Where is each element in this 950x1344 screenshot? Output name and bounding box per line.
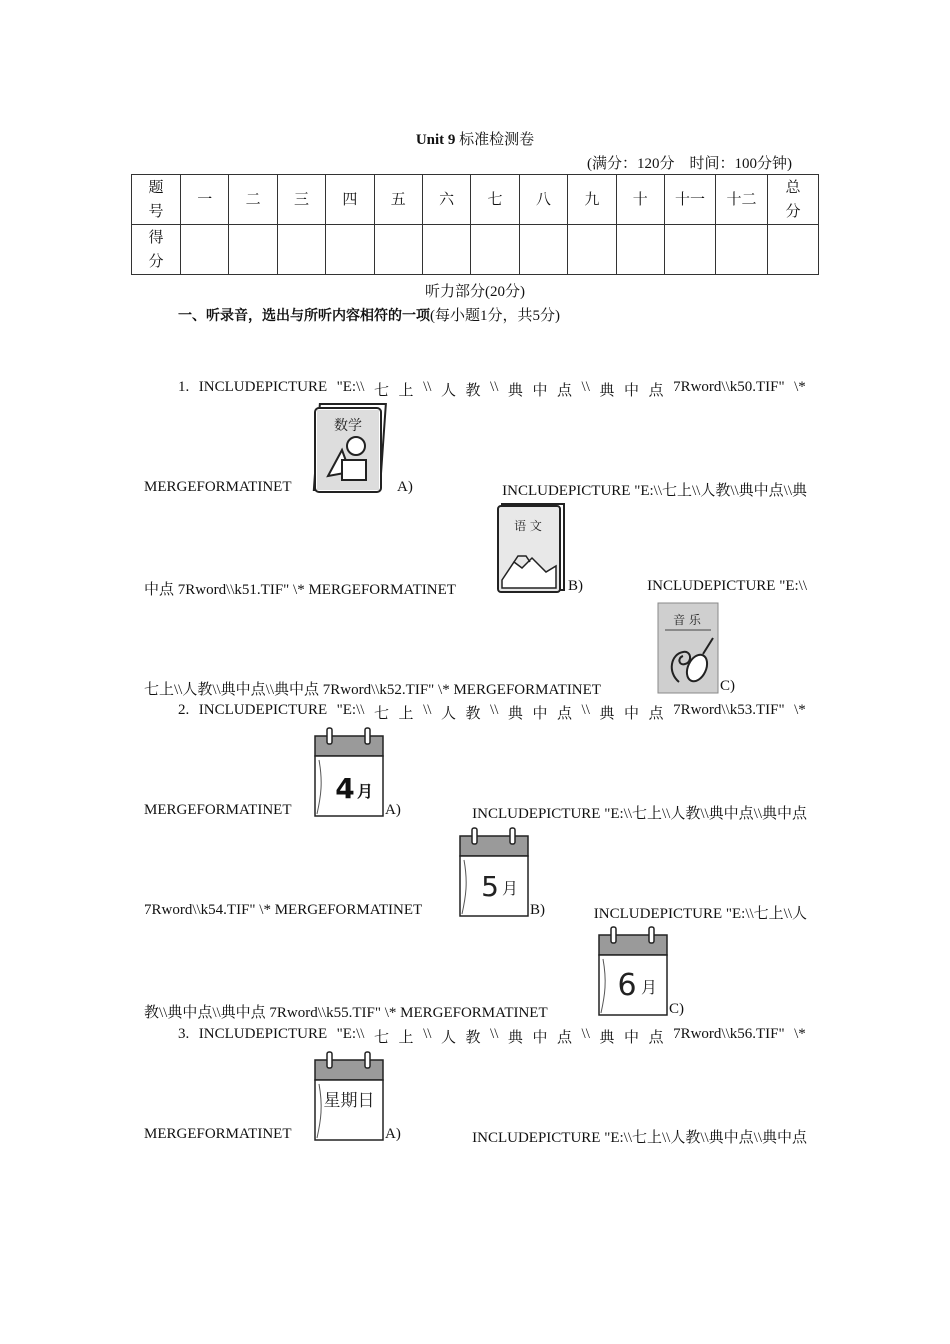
q1-b-pre-2: 中点 7Rword\\k51.TIF" \* MERGEFORMATINET — [144, 582, 456, 598]
q2-b-pre-1: INCLUDEPICTURE "E:\\七上\\人教\\典中点\\典中点 — [472, 806, 807, 822]
q3-token: 中 — [532, 1030, 548, 1046]
q1-token: \\ — [490, 379, 499, 395]
header-label-1: 题 — [148, 179, 164, 196]
q1-token: \* — [794, 379, 806, 395]
june-number: 6 — [617, 968, 637, 1003]
q1-b-option: B) — [568, 578, 583, 594]
q3-token: 人 — [440, 1030, 456, 1046]
score-cell[interactable] — [229, 225, 277, 275]
math-book-image — [312, 402, 390, 494]
q1-b-pre-1: INCLUDEPICTURE "E:\\七上\\人教\\典中点\\典 — [502, 483, 807, 499]
q3-line1 — [178, 1026, 806, 1047]
total-label-1: 总 — [785, 179, 801, 196]
col-10: 十 — [616, 175, 664, 225]
col-12: 十二 — [716, 175, 768, 225]
score-label-1: 得 — [148, 229, 164, 246]
score-cell[interactable] — [277, 225, 325, 275]
q1-c-pre-1: INCLUDEPICTURE "E:\\ — [647, 578, 807, 594]
q3-token: \\ — [581, 1026, 590, 1042]
q3-token: 7Rword\\k56.TIF" — [673, 1026, 785, 1042]
q2-line1 — [178, 702, 806, 723]
score-label-cell — [132, 225, 181, 275]
calendar-june-image — [597, 925, 669, 1017]
q2-token: 中 — [623, 706, 639, 722]
chinese-book-image — [496, 502, 568, 594]
april-unit: 月 — [356, 782, 374, 801]
q3-token: 典 — [599, 1030, 615, 1046]
q3-token: 教 — [465, 1030, 481, 1046]
q1-line1 — [178, 379, 806, 400]
may-unit: 月 — [501, 879, 519, 898]
score-label-2: 分 — [148, 253, 164, 270]
q1-token: 7Rword\\k50.TIF" — [673, 379, 785, 395]
col-5: 五 — [374, 175, 422, 225]
q3-token: 中 — [623, 1030, 639, 1046]
q2-token: \* — [794, 702, 806, 718]
calendar-may-image — [458, 826, 530, 918]
music-book-title: 音 乐 — [673, 613, 701, 627]
col-4: 四 — [326, 175, 374, 225]
q2-token: 点 — [648, 706, 664, 722]
q2-token: 典 — [599, 706, 615, 722]
score-cell[interactable] — [181, 225, 229, 275]
q3-b-pre-1: INCLUDEPICTURE "E:\\七上\\人教\\典中点\\典中点 — [472, 1130, 807, 1146]
q3-token: \\ — [490, 1026, 499, 1042]
title-unit: Unit 9 — [415, 132, 456, 148]
q2-b-pre-2: 7Rword\\k54.TIF" \* MERGEFORMATINET — [144, 902, 423, 918]
q1-a-pre: MERGEFORMATINET — [144, 479, 292, 495]
math-book-title: 数学 — [334, 418, 362, 434]
q3-token: 点 — [557, 1030, 573, 1046]
q1-token: 点 — [557, 383, 573, 399]
col-9: 九 — [568, 175, 616, 225]
q2-token: \\ — [423, 702, 432, 718]
q2-token: 教 — [465, 706, 481, 722]
exam-meta: (满分：120分 时间：100分钟) — [587, 156, 792, 172]
col-3: 三 — [277, 175, 325, 225]
q1-token: 教 — [465, 383, 481, 399]
section-heading: 听力部分(20分) — [425, 284, 525, 300]
sunday-text: 星期日 — [323, 1091, 375, 1111]
header-label-2: 号 — [148, 203, 164, 220]
instruction-bold: 一、听录音，选出与所听内容相符的一项 — [178, 308, 430, 324]
page-title — [0, 128, 950, 149]
q2-token: 上 — [398, 706, 414, 722]
col-6: 六 — [422, 175, 470, 225]
score-cell[interactable] — [471, 225, 519, 275]
q1-token: 七 — [373, 383, 389, 399]
q3-token: INCLUDEPICTURE — [198, 1026, 328, 1042]
chinese-book-title: 语 文 — [514, 519, 542, 533]
q1-token: 典 — [507, 383, 523, 399]
score-table — [131, 174, 819, 275]
header-label-cell — [132, 175, 181, 225]
q3-token: "E:\\ — [336, 1026, 365, 1042]
instruction — [178, 304, 560, 325]
q2-token: 典 — [507, 706, 523, 722]
q2-a-pre: MERGEFORMATINET — [144, 802, 292, 818]
total-label-2: 分 — [785, 203, 801, 220]
q1-token: 中 — [623, 383, 639, 399]
q1-token: 中 — [532, 383, 548, 399]
title-rest: 标准检测卷 — [459, 132, 535, 148]
score-cell[interactable] — [716, 225, 768, 275]
q1-token: 人 — [440, 383, 456, 399]
q1-token: INCLUDEPICTURE — [198, 379, 328, 395]
q2-c-pre-2: 教\\典中点\\典中点 7Rword\\k55.TIF" \* MERGEFORMATINET — [144, 1005, 548, 1021]
q2-token: \\ — [581, 702, 590, 718]
q3-token: 上 — [398, 1030, 414, 1046]
q3-a-option: A) — [385, 1126, 401, 1142]
q2-token: 七 — [373, 706, 389, 722]
q1-c-pre-2: 七上\\人教\\典中点\\典中点 7Rword\\k52.TIF" \* MERGEFORMATINET — [144, 682, 601, 698]
total-label-cell — [768, 175, 819, 225]
q2-token: \\ — [490, 702, 499, 718]
q2-c-pre-1: INCLUDEPICTURE "E:\\七上\\人 — [593, 906, 807, 922]
q3-token: \\ — [423, 1026, 432, 1042]
q1-token: \\ — [423, 379, 432, 395]
q3-token: 点 — [648, 1030, 664, 1046]
q3-a-pre: MERGEFORMATINET — [144, 1126, 292, 1142]
q2-number: 2. — [178, 702, 190, 718]
q1-token: \\ — [581, 379, 590, 395]
q3-token: 典 — [507, 1030, 523, 1046]
q3-token: \* — [794, 1026, 806, 1042]
score-cell[interactable] — [374, 225, 422, 275]
q2-token: 7Rword\\k53.TIF" — [673, 702, 785, 718]
q2-token: 人 — [440, 706, 456, 722]
q1-c-option: C) — [720, 678, 735, 694]
col-11: 十一 — [665, 175, 716, 225]
col-7: 七 — [471, 175, 519, 225]
q2-token: 中 — [532, 706, 548, 722]
score-cell[interactable] — [768, 225, 819, 275]
q1-token: 点 — [648, 383, 664, 399]
music-book-image — [657, 602, 719, 694]
q2-b-option: B) — [530, 902, 545, 918]
q3-token: 七 — [373, 1030, 389, 1046]
score-cell[interactable] — [422, 225, 470, 275]
score-table-score-row — [132, 225, 819, 275]
instruction-rest: (每小题1分，共5分) — [430, 308, 560, 324]
q2-token: INCLUDEPICTURE — [198, 702, 328, 718]
q2-a-option: A) — [385, 802, 401, 818]
col-1: 一 — [181, 175, 229, 225]
q2-token: 点 — [557, 706, 573, 722]
calendar-april-image — [313, 726, 385, 818]
col-8: 八 — [519, 175, 567, 225]
q1-number: 1. — [178, 379, 190, 395]
calendar-sunday-image — [313, 1050, 385, 1142]
q1-token: 上 — [398, 383, 414, 399]
april-number: 4 — [335, 772, 355, 805]
q1-a-option: A) — [397, 479, 413, 495]
q1-token: 典 — [599, 383, 615, 399]
q2-c-option: C) — [669, 1001, 684, 1017]
may-number: 5 — [481, 870, 499, 903]
q1-token: "E:\\ — [336, 379, 365, 395]
q3-number: 3. — [178, 1026, 190, 1042]
q2-token: "E:\\ — [336, 702, 365, 718]
score-cell[interactable] — [568, 225, 616, 275]
score-cell[interactable] — [326, 225, 374, 275]
col-2: 二 — [229, 175, 277, 225]
score-cell[interactable] — [519, 225, 567, 275]
score-cell[interactable] — [616, 225, 664, 275]
june-unit: 月 — [640, 978, 658, 997]
score-table-header-row — [132, 175, 819, 225]
score-cell[interactable] — [665, 225, 716, 275]
